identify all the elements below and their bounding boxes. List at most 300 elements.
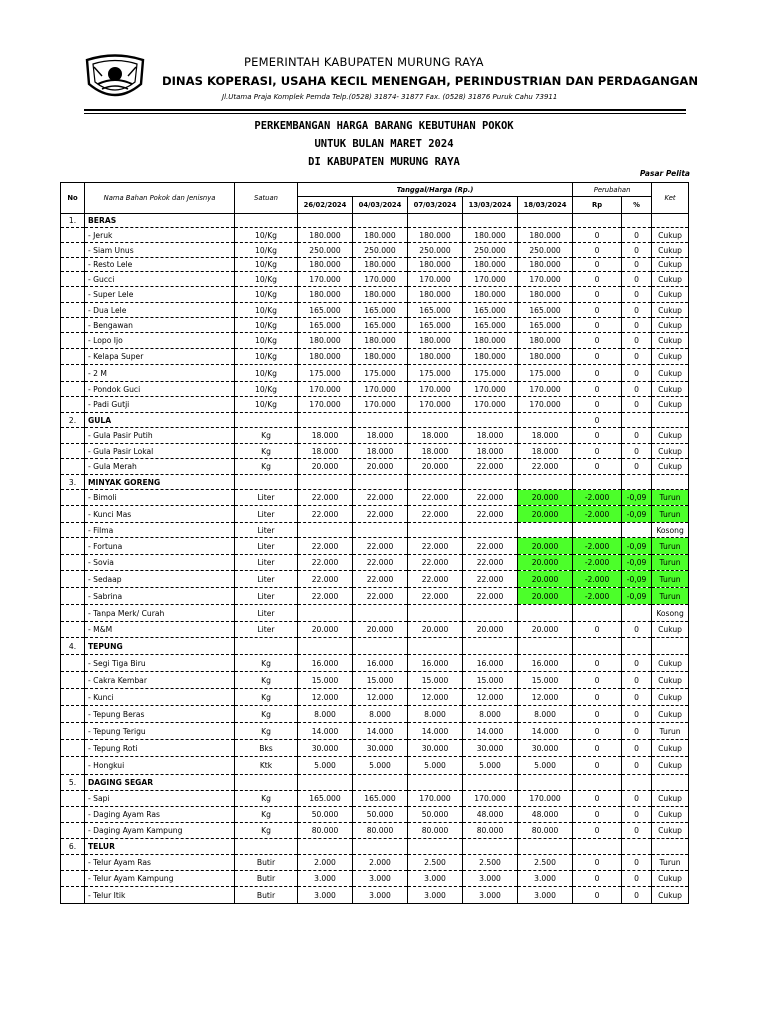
change-rp: 0 (573, 333, 622, 349)
price-cell: 20.000 (298, 459, 353, 475)
price-cell: 170.000 (353, 272, 408, 287)
price-cell (518, 605, 573, 622)
empty-cell (518, 214, 573, 228)
change-rp: 0 (573, 318, 622, 333)
category-number: 3. (61, 475, 85, 490)
change-rp: 0 (573, 622, 622, 638)
status-note: Cukup (652, 365, 689, 382)
category-name: BERAS (85, 214, 235, 228)
item-unit: Liter (235, 506, 298, 523)
empty-cell (408, 413, 463, 428)
table-row (61, 243, 689, 258)
price-cell: 22.000 (298, 571, 353, 588)
table-row (61, 303, 689, 318)
item-name: - Daging Ayam Kampung (85, 823, 235, 839)
table-row (61, 723, 689, 740)
item-unit: Liter (235, 490, 298, 506)
price-cell: 22.000 (298, 555, 353, 571)
change-rp: -2.000 (573, 490, 622, 506)
status-note: Cukup (652, 622, 689, 638)
price-cell: 30.000 (298, 740, 353, 757)
change-rp: 0 (573, 672, 622, 689)
change-pct: 0 (622, 272, 652, 287)
category-row (61, 214, 689, 228)
price-cell: 20.000 (518, 555, 573, 571)
item-name: - Telur Itik (85, 887, 235, 904)
status-note: Cukup (652, 672, 689, 689)
item-name: - Gula Merah (85, 459, 235, 475)
price-cell: 170.000 (408, 791, 463, 807)
category-name: TELUR (85, 839, 235, 855)
letterhead-rule (84, 109, 686, 111)
empty-cell (652, 775, 689, 791)
empty-cell (298, 214, 353, 228)
price-cell: 8.000 (298, 706, 353, 723)
status-note: Cukup (652, 333, 689, 349)
price-cell: 14.000 (298, 723, 353, 740)
price-cell: 14.000 (463, 723, 518, 740)
empty-cell (463, 638, 518, 655)
empty-cell (408, 839, 463, 855)
price-cell (463, 605, 518, 622)
price-cell: 165.000 (353, 303, 408, 318)
change-rp: 0 (573, 287, 622, 303)
price-cell: 22.000 (353, 555, 408, 571)
item-unit: 10/Kg (235, 318, 298, 333)
empty-cell (61, 428, 85, 444)
item-name: - Bengawan (85, 318, 235, 333)
change-rp (573, 605, 622, 622)
price-cell: 3.000 (298, 887, 353, 904)
letterhead (84, 52, 704, 108)
empty-cell (61, 571, 85, 588)
change-rp (573, 523, 622, 538)
price-cell: 14.000 (408, 723, 463, 740)
status-note: Kosong (652, 605, 689, 622)
table-row (61, 823, 689, 839)
status-note: Turun (652, 555, 689, 571)
table-row (61, 706, 689, 723)
item-name: - Sapi (85, 791, 235, 807)
empty-cell (298, 413, 353, 428)
empty-cell (353, 775, 408, 791)
empty-cell (61, 490, 85, 506)
item-unit: Kg (235, 655, 298, 672)
change-pct: 0 (622, 689, 652, 706)
price-cell: 3.000 (353, 887, 408, 904)
price-cell: 250.000 (353, 243, 408, 258)
price-cell: 80.000 (518, 823, 573, 839)
item-unit: 10/Kg (235, 333, 298, 349)
empty-cell (61, 382, 85, 397)
item-unit: Kg (235, 807, 298, 823)
price-cell: 80.000 (408, 823, 463, 839)
change-rp: -2.000 (573, 538, 622, 555)
empty-cell (463, 839, 518, 855)
price-cell: 250.000 (463, 243, 518, 258)
item-name: - Jeruk (85, 228, 235, 243)
empty-cell (518, 413, 573, 428)
change-pct: 0 (622, 444, 652, 459)
change-rp (573, 775, 622, 791)
price-cell: 30.000 (518, 740, 573, 757)
table-row (61, 605, 689, 622)
item-unit: Kg (235, 672, 298, 689)
change-rp: 0 (573, 723, 622, 740)
status-note: Cukup (652, 382, 689, 397)
item-name: - Kunci (85, 689, 235, 706)
status-note: Turun (652, 855, 689, 871)
price-cell: 165.000 (353, 791, 408, 807)
price-cell: 18.000 (463, 428, 518, 444)
price-cell: 20.000 (408, 459, 463, 475)
price-cell: 2.000 (298, 855, 353, 871)
item-name: - Gula Pasir Putih (85, 428, 235, 444)
price-cell: 175.000 (518, 365, 573, 382)
empty-cell (61, 588, 85, 605)
price-cell: 170.000 (463, 397, 518, 413)
change-pct: 0 (622, 365, 652, 382)
price-cell: 16.000 (518, 655, 573, 672)
price-cell: 22.000 (408, 571, 463, 588)
category-name: DAGING SEGAR (85, 775, 235, 791)
price-cell: 170.000 (408, 272, 463, 287)
status-note: Cukup (652, 655, 689, 672)
price-cell: 180.000 (408, 349, 463, 365)
government-name: PEMERINTAH KABUPATEN MURUNG RAYA (244, 55, 484, 69)
empty-cell (61, 444, 85, 459)
item-name: - Pondok Guci (85, 382, 235, 397)
change-pct: -0,09 (622, 538, 652, 555)
table-row (61, 672, 689, 689)
price-cell: 2.000 (353, 855, 408, 871)
category-row (61, 475, 689, 490)
change-rp: -2.000 (573, 588, 622, 605)
price-cell: 8.000 (353, 706, 408, 723)
change-rp: 0 (573, 689, 622, 706)
price-cell: 165.000 (353, 318, 408, 333)
price-cell: 180.000 (463, 287, 518, 303)
item-unit: Kg (235, 459, 298, 475)
col-date-4: 13/03/2024 (463, 197, 518, 214)
item-name: - Filma (85, 523, 235, 538)
price-cell: 15.000 (353, 672, 408, 689)
price-cell: 165.000 (518, 303, 573, 318)
change-rp: 0 (573, 243, 622, 258)
price-cell: 180.000 (353, 349, 408, 365)
empty-cell (353, 214, 408, 228)
table-row (61, 287, 689, 303)
empty-cell (622, 775, 652, 791)
price-cell: 18.000 (353, 428, 408, 444)
status-note: Cukup (652, 459, 689, 475)
item-name: - Dua Lele (85, 303, 235, 318)
price-cell: 165.000 (298, 791, 353, 807)
market-name: Pasar Pelita (639, 169, 690, 178)
change-rp: 0 (573, 887, 622, 904)
empty-cell (61, 506, 85, 523)
change-rp (573, 214, 622, 228)
price-cell: 80.000 (463, 823, 518, 839)
price-cell (408, 605, 463, 622)
price-cell: 180.000 (463, 228, 518, 243)
change-rp: 0 (573, 413, 622, 428)
letterhead-rule-thin (84, 113, 686, 114)
price-cell: 170.000 (518, 382, 573, 397)
change-pct: 0 (622, 622, 652, 638)
empty-cell (518, 638, 573, 655)
item-name: - Gucci (85, 272, 235, 287)
empty-cell (408, 214, 463, 228)
item-unit: 10/Kg (235, 382, 298, 397)
empty-cell (61, 318, 85, 333)
price-cell: 18.000 (353, 444, 408, 459)
category-number: 2. (61, 413, 85, 428)
price-cell: 5.000 (408, 757, 463, 775)
empty-cell (298, 775, 353, 791)
price-cell: 180.000 (463, 349, 518, 365)
change-pct: 0 (622, 382, 652, 397)
table-row (61, 523, 689, 538)
col-name: Nama Bahan Pokok dan Jenisnya (85, 183, 235, 214)
empty-cell (652, 413, 689, 428)
item-unit: Liter (235, 538, 298, 555)
item-name: - Lopo Ijo (85, 333, 235, 349)
price-cell: 22.000 (463, 459, 518, 475)
table-row (61, 588, 689, 605)
empty-cell (652, 475, 689, 490)
price-cell: 5.000 (298, 757, 353, 775)
change-rp: 0 (573, 706, 622, 723)
empty-cell (61, 887, 85, 904)
status-note: Turun (652, 723, 689, 740)
empty-cell (622, 475, 652, 490)
price-cell: 18.000 (463, 444, 518, 459)
status-note: Cukup (652, 757, 689, 775)
price-cell: 170.000 (298, 382, 353, 397)
table-row (61, 365, 689, 382)
price-cell: 170.000 (408, 382, 463, 397)
empty-cell (61, 791, 85, 807)
price-cell: 165.000 (298, 318, 353, 333)
category-name: GULA (85, 413, 235, 428)
report-period: UNTUK BULAN MARET 2024 (314, 138, 454, 150)
price-cell: 20.000 (408, 622, 463, 638)
item-name: - Bimoli (85, 490, 235, 506)
price-cell: 22.000 (408, 555, 463, 571)
price-cell: 22.000 (408, 588, 463, 605)
category-row (61, 638, 689, 655)
change-rp: 0 (573, 459, 622, 475)
table-row (61, 740, 689, 757)
item-name: - Cakra Kembar (85, 672, 235, 689)
price-cell: 22.000 (518, 459, 573, 475)
status-note: Cukup (652, 887, 689, 904)
status-note: Cukup (652, 807, 689, 823)
empty-cell (652, 214, 689, 228)
empty-cell (61, 807, 85, 823)
empty-cell (518, 775, 573, 791)
status-note: Cukup (652, 287, 689, 303)
item-name: - Padi Gutji (85, 397, 235, 413)
change-pct: 0 (622, 757, 652, 775)
table-row (61, 272, 689, 287)
table-row (61, 428, 689, 444)
price-cell: 180.000 (298, 333, 353, 349)
price-cell: 15.000 (298, 672, 353, 689)
empty-cell (463, 475, 518, 490)
item-name: - Sovia (85, 555, 235, 571)
empty-cell (652, 839, 689, 855)
price-cell: 180.000 (408, 287, 463, 303)
price-cell: 22.000 (463, 538, 518, 555)
price-cell: 22.000 (353, 538, 408, 555)
empty-cell (61, 855, 85, 871)
status-note: Turun (652, 571, 689, 588)
status-note: Cukup (652, 740, 689, 757)
status-note: Cukup (652, 428, 689, 444)
empty-cell (622, 413, 652, 428)
item-unit: Kg (235, 428, 298, 444)
item-unit: Kg (235, 689, 298, 706)
item-unit: 10/Kg (235, 243, 298, 258)
price-cell: 22.000 (463, 490, 518, 506)
price-cell: 180.000 (463, 333, 518, 349)
price-cell: 16.000 (353, 655, 408, 672)
table-row (61, 871, 689, 887)
price-cell: 2.500 (518, 855, 573, 871)
price-cell: 8.000 (463, 706, 518, 723)
empty-cell (61, 740, 85, 757)
item-name: - Super Lele (85, 287, 235, 303)
empty-cell (61, 287, 85, 303)
empty-cell (61, 655, 85, 672)
empty-cell (408, 475, 463, 490)
report-region: DI KABUPATEN MURUNG RAYA (308, 156, 460, 168)
empty-cell (622, 638, 652, 655)
item-name: - M&M (85, 622, 235, 638)
empty-cell (353, 413, 408, 428)
status-note: Cukup (652, 228, 689, 243)
price-cell: 12.000 (463, 689, 518, 706)
price-cell: 22.000 (353, 490, 408, 506)
status-note: Cukup (652, 272, 689, 287)
empty-cell (518, 475, 573, 490)
price-cell: 180.000 (298, 258, 353, 272)
price-cell: 18.000 (408, 428, 463, 444)
col-no: No (61, 183, 85, 214)
price-cell (518, 523, 573, 538)
price-cell (298, 523, 353, 538)
table-row (61, 444, 689, 459)
table-row (61, 555, 689, 571)
item-unit: Butir (235, 855, 298, 871)
change-pct: -0,09 (622, 588, 652, 605)
change-rp: -2.000 (573, 571, 622, 588)
table-row (61, 490, 689, 506)
price-cell: 180.000 (518, 349, 573, 365)
change-rp: 0 (573, 740, 622, 757)
change-pct: 0 (622, 349, 652, 365)
change-pct: 0 (622, 723, 652, 740)
col-date-5: 18/03/2024 (518, 197, 573, 214)
table-row (61, 538, 689, 555)
price-cell: 30.000 (353, 740, 408, 757)
item-name: - Fortuna (85, 538, 235, 555)
status-note: Cukup (652, 689, 689, 706)
price-cell: 22.000 (353, 588, 408, 605)
change-rp: 0 (573, 228, 622, 243)
change-rp: 0 (573, 397, 622, 413)
price-cell: 175.000 (463, 365, 518, 382)
price-cell: 5.000 (518, 757, 573, 775)
item-unit: Liter (235, 588, 298, 605)
change-pct: 0 (622, 243, 652, 258)
empty-cell (622, 214, 652, 228)
empty-cell (61, 258, 85, 272)
empty-cell (61, 243, 85, 258)
item-name: - Hongkui (85, 757, 235, 775)
change-rp: 0 (573, 303, 622, 318)
item-unit: Kg (235, 706, 298, 723)
empty-cell (518, 839, 573, 855)
empty-cell (622, 839, 652, 855)
item-name: - Sedaap (85, 571, 235, 588)
table-row (61, 258, 689, 272)
price-cell: 3.000 (298, 871, 353, 887)
item-name: - Tepung Terigu (85, 723, 235, 740)
item-name: - Tanpa Merk/ Curah (85, 605, 235, 622)
change-rp: 0 (573, 444, 622, 459)
price-cell: 20.000 (518, 571, 573, 588)
price-cell: 48.000 (463, 807, 518, 823)
empty-cell (353, 839, 408, 855)
category-name: TEPUNG (85, 638, 235, 655)
col-date-1: 26/02/2024 (298, 197, 353, 214)
price-cell: 170.000 (298, 397, 353, 413)
price-cell: 3.000 (408, 887, 463, 904)
change-pct: 0 (622, 655, 652, 672)
status-note: Cukup (652, 871, 689, 887)
price-cell: 22.000 (463, 571, 518, 588)
empty-cell (61, 365, 85, 382)
category-row (61, 413, 689, 428)
item-name: - Siam Unus (85, 243, 235, 258)
table-row (61, 349, 689, 365)
item-unit: Butir (235, 887, 298, 904)
status-note: Kosong (652, 523, 689, 538)
change-rp: 0 (573, 655, 622, 672)
table-row (61, 333, 689, 349)
price-cell: 180.000 (408, 333, 463, 349)
report-titles (0, 117, 768, 171)
change-rp: 0 (573, 428, 622, 444)
change-rp (573, 475, 622, 490)
change-rp (573, 638, 622, 655)
item-name: - Sabrina (85, 588, 235, 605)
item-name: - Telur Ayam Kampung (85, 871, 235, 887)
price-cell: 20.000 (353, 622, 408, 638)
price-cell: 5.000 (353, 757, 408, 775)
empty-cell (463, 214, 518, 228)
table-row (61, 791, 689, 807)
table-row (61, 655, 689, 672)
col-unit: Satuan (235, 183, 298, 214)
price-cell: 250.000 (518, 243, 573, 258)
price-cell: 80.000 (353, 823, 408, 839)
change-pct: -0,09 (622, 555, 652, 571)
change-pct: 0 (622, 871, 652, 887)
